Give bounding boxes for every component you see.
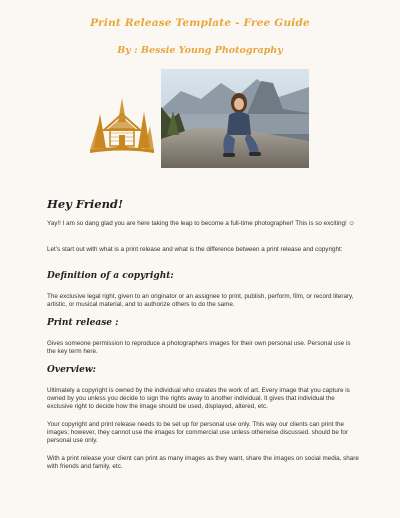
print-release-definition: Gives someone permission to reproduce a photographers images for their own personal use. Personal use is the key term here. <box>47 340 351 356</box>
overview-paragraph-2: Your copyright and print release needs to be set up for personal use only. This way our clients can print the images; however, they cannot use the images for commercial use unless otherwise discussed. should be for personal use only. <box>47 421 349 445</box>
cabin-logo-icon <box>88 92 156 162</box>
copyright-heading: Definition of a copyright: <box>47 271 174 281</box>
document-subtitle: By : Bessie Young Photography <box>117 45 283 56</box>
intro-paragraph-2: Let's start out with what is a print release and what is the difference between a print release and copyright: <box>47 246 343 253</box>
document-title: Print Release Template - Free Guide <box>90 17 310 29</box>
print-release-heading: Print release : <box>47 318 119 328</box>
portrait-photo <box>161 69 309 168</box>
overview-heading: Overview: <box>47 365 96 375</box>
overview-paragraph-3: With a print release your client can print as many images as they want, share the images on social media, share with friends and family, etc. <box>47 455 359 471</box>
greeting-heading: Hey Friend! <box>47 197 124 211</box>
copyright-definition: The exclusive legal right, given to an originator or an assignee to print, publish, perform, film, or record literary, artistic, or musical material, and to authorize others to do the same. <box>47 293 354 309</box>
intro-paragraph-1: Yay!! I am so dang glad you are here taking the leap to become a full-time photographer! This is so exciting! ☺ <box>47 220 355 227</box>
overview-paragraph-1: Ultimately a copyright is owned by the individual who creates the work of art. Every image that you capture is owned by you unless you decide to sign the rights away to another individual. It gives that individual the exclusive right to decide how the image should be used, displayed, altered, etc. <box>47 387 350 411</box>
